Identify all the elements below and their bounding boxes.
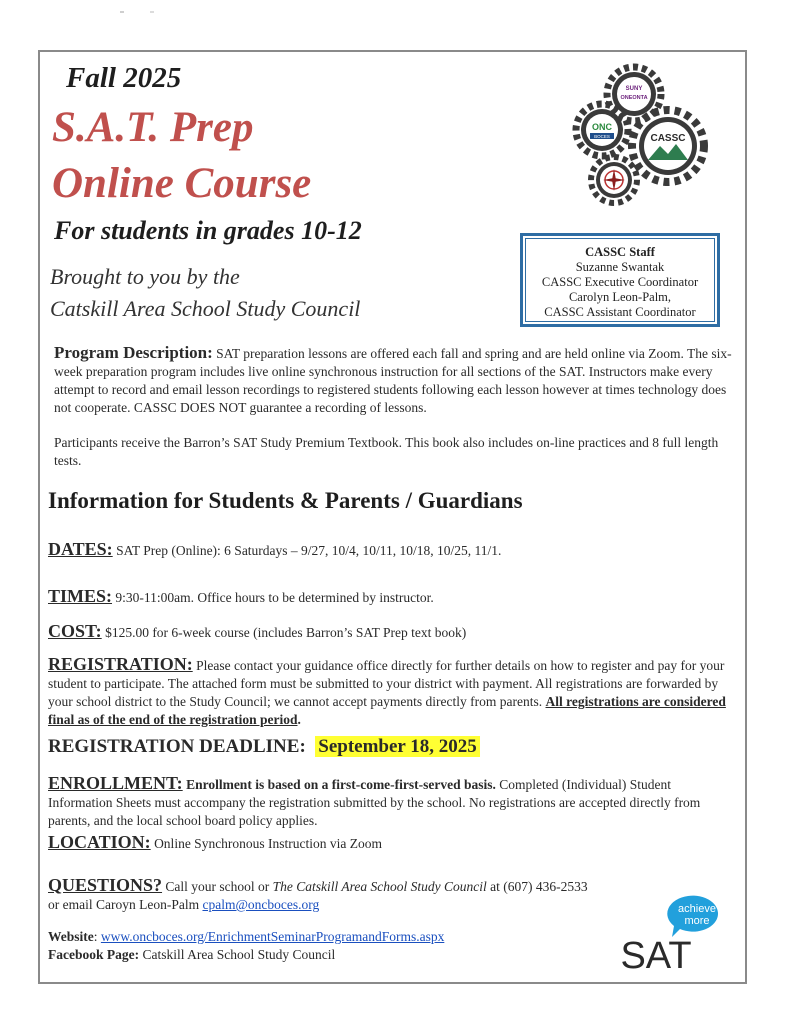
- deadline-date: September 18, 2025: [315, 736, 480, 757]
- season-title: Fall 2025: [66, 62, 182, 94]
- grades-subtitle: For students in grades 10-12: [54, 216, 362, 245]
- staff-line: CASSC Executive Coordinator: [541, 275, 699, 289]
- cost-section: [48, 622, 738, 642]
- staff-line: Carolyn Leon-Palm,: [568, 290, 672, 304]
- svg-text:BOCES: BOCES: [594, 134, 610, 139]
- svg-text:ONC: ONC: [592, 122, 612, 132]
- dates-label: DATES:: [48, 539, 113, 559]
- cost-text: $125.00 for 6-week course (includes Barron’s SAT Prep text book): [101, 625, 467, 640]
- course-title-line-1: S.A.T. Prep: [52, 104, 254, 151]
- gear-compass-icon: [591, 157, 637, 203]
- gear-cassc-icon: [632, 110, 704, 182]
- facebook-text: Catskill Area School Study Council: [139, 947, 336, 962]
- staff-line: Suzanne Swantak: [575, 260, 665, 274]
- location-text: Online Synchronous Instruction via Zoom: [150, 836, 383, 851]
- dates-text: SAT Prep (Online): 6 Saturdays – 9/27, 10/4, 10/11, 10/18, 10/25, 11/1.: [112, 543, 502, 558]
- staff-heading: CASSC Staff: [585, 245, 655, 259]
- enrollment-bold-text: Enrollment is based on a first-come-first-served basis.: [182, 777, 496, 792]
- location-label: LOCATION:: [48, 832, 151, 852]
- program-textbook-note: Participants receive the Barron’s SAT Study Premium Textbook. This book also includes on-line practices and 8 full length tests.: [54, 435, 719, 468]
- brought-by-line-2: Catskill Area School Study Council: [50, 296, 361, 321]
- brought-by-line-1: Brought to you by the: [50, 264, 240, 289]
- website-link[interactable]: www.oncboces.org/EnrichmentSeminarProgramandForms.aspx: [100, 929, 445, 944]
- location-section: [48, 833, 738, 853]
- gears-logo: [568, 58, 714, 208]
- program-description: [54, 344, 734, 417]
- bubble-line-2: more: [684, 915, 710, 927]
- questions-email-text: or email Caroyn Leon-Palm: [48, 897, 203, 912]
- questions-phone: at (607) 436-2533: [486, 879, 588, 894]
- scan-mark: [120, 10, 160, 14]
- times-text: 9:30-11:00am. Office hours to be determined by instructor.: [112, 590, 434, 605]
- questions-org: The Catskill Area School Study Council: [272, 879, 487, 894]
- times-label: TIMES:: [48, 586, 113, 606]
- cassc-staff-box: [520, 233, 720, 327]
- gear-onc-boces-icon: [576, 104, 628, 156]
- enrollment-section: [48, 774, 738, 830]
- enrollment-label: ENROLLMENT:: [48, 773, 183, 793]
- registration-section: [48, 655, 738, 729]
- website-label: Website: [48, 929, 94, 944]
- svg-text:SUNY: SUNY: [625, 86, 643, 92]
- course-title-line-2: Online Course: [52, 160, 312, 207]
- registration-final-note: All registrations are considered final as of the end of the registration period: [48, 694, 726, 727]
- staff-line: CASSC Assistant Coordinator: [544, 305, 696, 319]
- svg-text:ONEONTA: ONEONTA: [620, 95, 648, 101]
- questions-text: Call your school or: [162, 879, 273, 894]
- website-sep: :: [93, 929, 101, 944]
- questions-label: QUESTIONS?: [48, 875, 163, 895]
- times-section: [48, 587, 738, 607]
- sat-logo: [612, 894, 734, 974]
- info-heading: Information for Students & Parents / Guardians: [48, 488, 523, 513]
- dates-section: [48, 540, 738, 560]
- deadline-label: REGISTRATION DEADLINE:: [48, 736, 306, 757]
- gear-suny-icon: [607, 67, 661, 121]
- registration-text: Please contact your guidance office directly for further details on how to register and pay for your student to participate. The attached form must be submitted to your district with payment. All registrations are forwarded by your school district to the Study Council; we cannot accept payments directly from parents.: [48, 658, 725, 709]
- enrollment-text: Completed (Individual) Student Information Sheets must accompany the registration submitted by the school. No registrations are accepted directly from parents, and the local school board policy applies.: [48, 777, 701, 828]
- svg-text:CASSC: CASSC: [650, 133, 686, 144]
- program-description-label: Program Description:: [54, 343, 213, 362]
- email-link[interactable]: cpalm@oncboces.org: [202, 897, 320, 912]
- facebook-label: Facebook Page:: [48, 947, 140, 962]
- cost-label: COST:: [48, 621, 102, 641]
- bubble-line-1: achieve: [678, 903, 716, 915]
- registration-final-period: .: [297, 712, 301, 727]
- registration-label: REGISTRATION:: [48, 654, 193, 674]
- program-description-text: SAT preparation lessons are offered each fall and spring and are held online via Zoom. The six-week preparation program includes live online synchronous instruction for all sections of the SAT. Instructors make every attempt to record and email lesson recordings to registered students following each lesson however at times technology does not cooperate. CASSC DOES NOT guarantee a recording of lessons.: [54, 346, 732, 415]
- sat-wordmark: SAT: [620, 935, 692, 974]
- cassc-staff-inner: [525, 238, 715, 322]
- registration-deadline: [48, 738, 738, 756]
